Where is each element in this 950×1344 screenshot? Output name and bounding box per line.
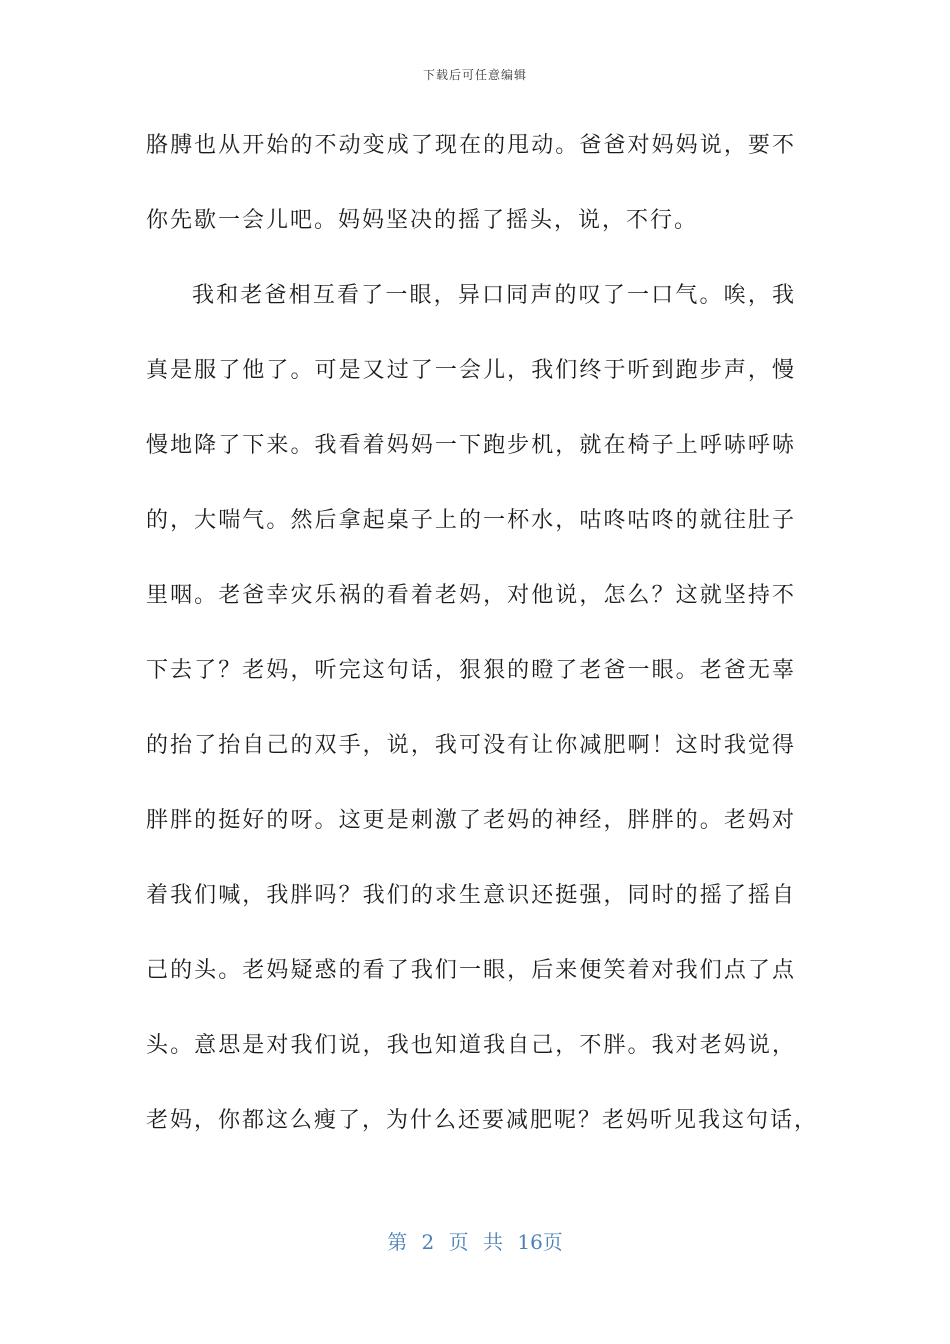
text-line: 下去了？老妈，听完这句话，狠狠的瞪了老爸一眼。老爸无辜: [146, 658, 796, 683]
text-line: 胖胖的挺好的呀。这更是刺激了老妈的神经，胖胖的。老妈对: [146, 808, 796, 833]
text-line: 着我们喊，我胖吗？我们的求生意识还挺强，同时的摇了摇自: [146, 883, 796, 908]
text-line: 的抬了抬自己的双手，说，我可没有让你减肥啊！这时我觉得: [146, 733, 796, 758]
text-line: 慢地降了下来。我看着妈妈一下跑步机，就在椅子上呼哧呼哧: [146, 433, 796, 458]
text-line: 老妈，你都这么瘦了，为什么还要减肥呢？老妈听见我这句话，: [146, 1108, 819, 1133]
page-number-footer: 第 2 页 共 16页: [387, 1230, 563, 1254]
document-body: [146, 124, 819, 1174]
text-line: 头。意思是对我们说，我也知道我自己，不胖。我对老妈说，: [146, 1033, 796, 1058]
text-line: 的，大喘气。然后拿起桌子上的一杯水，咕咚咕咚的就往肚子: [146, 508, 796, 533]
text-line: 己的头。老妈疑惑的看了我们一眼，后来便笑着对我们点了点: [146, 958, 796, 983]
header-note: 下载后可任意编辑: [422, 68, 527, 82]
text-line: 你先歇一会儿吧。妈妈坚决的摇了摇头，说，不行。: [146, 208, 699, 233]
text-line: 胳膊也从开始的不动变成了现在的甩动。爸爸对妈妈说，要不: [146, 133, 796, 158]
text-line: 真是服了他了。可是又过了一会儿，我们终于听到跑步声，慢: [146, 358, 796, 383]
paragraph-start-line: 我和老爸相互看了一眼，异口同声的叹了一口气。唉，我: [192, 283, 796, 308]
text-line: 里咽。老爸幸灾乐祸的看着老妈，对他说，怎么？这就坚持不: [146, 583, 796, 608]
